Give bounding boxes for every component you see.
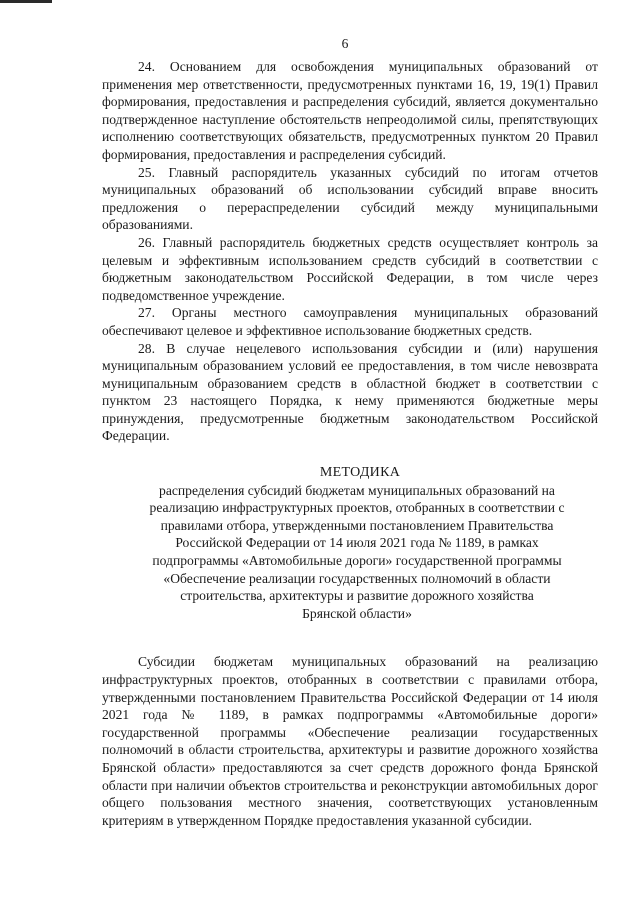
methodology-title: МЕТОДИКА — [319, 465, 401, 481]
paragraph-27: 27. Органы местного самоуправления муниципальных образований обеспечивают целевое и эффективное использование бюджетных средств. — [102, 305, 598, 338]
scan-edge-mark — [0, 0, 52, 3]
methodology-subtitle: распределения субсидий бюджетам муниципальных образований на реализацию инфраструктурных проектов, отобранных в соответствии с правилами отбора, утвержденными постановлением Правительства Российской Федерации от 14 июля 2021 года № 1189, в рамках подпрограммы «Автомобильные дороги» государственной программы «Обеспечение реализации государственных полномочий в области строительства, архитектуры и развитие дорожного хозяйства Брянской области» — [149, 482, 565, 621]
paragraph-26: 26. Главный распорядитель бюджетных средств осуществляет контроль за целевым и эффективным использованием средств субсидий в соответствии с бюджетным законодательством Российской Федерации, в том числе через подведомственное учреждение. — [102, 234, 598, 303]
paragraph-28: 28. В случае нецелевого использования субсидии и (или) нарушения муниципальным образованием условий ее предоставления, в том числе невозврата муниципальным образованием средств в областной бюджет в соответствии с пунктом 23 настоящего Порядка, к нему применяются бюджетные меры принуждения, предусмотренные бюджетным законодательством Российской Федерации. — [102, 340, 598, 444]
page-number: 6 — [341, 36, 349, 51]
document-content — [102, 58, 598, 829]
paragraph-25: 25. Главный распорядитель указанных субсидий по итогам отчетов муниципальных образований об использовании субсидий вправе вносить предложения о перераспределении субсидий между муниципальными образованиями. — [102, 164, 598, 233]
paragraph-24: 24. Основанием для освобождения муниципальных образований от применения мер ответственности, предусмотренных пунктами 16, 19, 19(1) Правил формирования, предоставления и распределения субсидий, является документально подтвержденное наступление обстоятельств непреодолимой силы, препятствующих исполнению соответствующих обязательств, предусмотренных пунктом 20 Правил формирования, предоставления и распределения субсидий. — [102, 59, 598, 162]
methodology-body: Субсидии бюджетам муниципальных образований на реализацию инфраструктурных проектов, отобранных в соответствии с правилами отбора, утвержденными постановлением Правительства Российской Федерации от 14 июля 2021 года № 1189, в рамках подпрограммы «Автомобильные дороги» государственной программы «Обеспечение реализации государственных полномочий в области строительства, архитектуры и развитие дорожного хозяйства Брянской области» предоставляются за счет средств дорожного фонда Брянской области при наличии объектов строительства и реконструкции автомобильных дорог общего пользования местного значения, соответствующих установленным критериям в утвержденном Порядке предоставления указанной субсидии. — [102, 654, 598, 828]
